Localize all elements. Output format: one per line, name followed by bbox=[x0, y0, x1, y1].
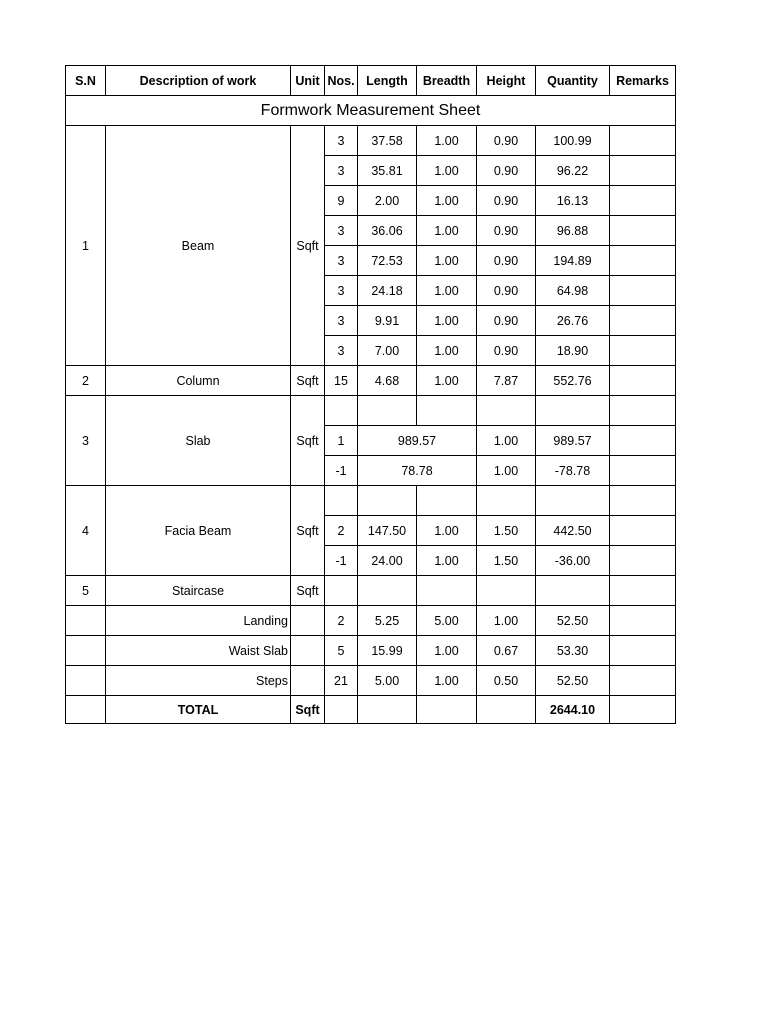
total-remarks bbox=[610, 696, 676, 724]
quantity-cell: 989.57 bbox=[536, 426, 610, 456]
total-length bbox=[358, 696, 417, 724]
total-label: TOTAL bbox=[106, 696, 291, 724]
length-cell: 72.53 bbox=[358, 246, 417, 276]
height-cell: 1.50 bbox=[477, 546, 536, 576]
sn-cell: 5 bbox=[66, 576, 106, 606]
height-cell: 7.87 bbox=[477, 366, 536, 396]
nos-cell: 3 bbox=[325, 156, 358, 186]
quantity-cell bbox=[536, 486, 610, 516]
unit-cell: Sqft bbox=[291, 366, 325, 396]
remarks-cell bbox=[610, 636, 676, 666]
length-cell: 5.00 bbox=[358, 666, 417, 696]
breadth-cell: 1.00 bbox=[417, 666, 477, 696]
sheet-title: Formwork Measurement Sheet bbox=[66, 96, 676, 126]
measurement-table bbox=[65, 65, 676, 724]
breadth-cell: 1.00 bbox=[417, 636, 477, 666]
length-cell: 5.25 bbox=[358, 606, 417, 636]
description-cell: Slab bbox=[106, 396, 291, 486]
header-quantity: Quantity bbox=[536, 66, 610, 96]
description-cell: Waist Slab bbox=[106, 636, 291, 666]
nos-cell: 3 bbox=[325, 216, 358, 246]
header-length: Length bbox=[358, 66, 417, 96]
quantity-cell bbox=[536, 396, 610, 426]
total-nos bbox=[325, 696, 358, 724]
breadth-cell bbox=[417, 576, 477, 606]
quantity-cell: -78.78 bbox=[536, 456, 610, 486]
description-cell: Steps bbox=[106, 666, 291, 696]
quantity-cell bbox=[536, 576, 610, 606]
length-cell: 36.06 bbox=[358, 216, 417, 246]
nos-cell: 5 bbox=[325, 636, 358, 666]
length-cell: 35.81 bbox=[358, 156, 417, 186]
total-sn bbox=[66, 696, 106, 724]
table-row bbox=[66, 666, 676, 696]
height-cell: 0.67 bbox=[477, 636, 536, 666]
nos-cell bbox=[325, 576, 358, 606]
header-sn: S.N bbox=[66, 66, 106, 96]
nos-cell bbox=[325, 396, 358, 426]
breadth-cell bbox=[417, 396, 477, 426]
height-cell: 0.90 bbox=[477, 186, 536, 216]
length-cell: 4.68 bbox=[358, 366, 417, 396]
unit-cell bbox=[291, 666, 325, 696]
sn-cell: 1 bbox=[66, 126, 106, 366]
remarks-cell bbox=[610, 486, 676, 516]
quantity-cell: 442.50 bbox=[536, 516, 610, 546]
remarks-cell bbox=[610, 396, 676, 426]
length-cell: 7.00 bbox=[358, 336, 417, 366]
quantity-cell: -36.00 bbox=[536, 546, 610, 576]
length-cell bbox=[358, 576, 417, 606]
remarks-cell bbox=[610, 606, 676, 636]
nos-cell: 9 bbox=[325, 186, 358, 216]
header-height: Height bbox=[477, 66, 536, 96]
length-cell bbox=[358, 396, 417, 426]
height-cell: 0.90 bbox=[477, 216, 536, 246]
length-cell: 15.99 bbox=[358, 636, 417, 666]
length-cell: 9.91 bbox=[358, 306, 417, 336]
table-row bbox=[66, 126, 676, 156]
title-row bbox=[66, 96, 676, 126]
unit-cell: Sqft bbox=[291, 486, 325, 576]
unit-cell: Sqft bbox=[291, 576, 325, 606]
sn-cell: 2 bbox=[66, 366, 106, 396]
unit-cell: Sqft bbox=[291, 126, 325, 366]
total-row bbox=[66, 696, 676, 724]
remarks-cell bbox=[610, 546, 676, 576]
quantity-cell: 194.89 bbox=[536, 246, 610, 276]
height-cell bbox=[477, 576, 536, 606]
header-row bbox=[66, 66, 676, 96]
quantity-cell: 16.13 bbox=[536, 186, 610, 216]
remarks-cell bbox=[610, 516, 676, 546]
table-row bbox=[66, 366, 676, 396]
height-cell: 0.90 bbox=[477, 306, 536, 336]
quantity-cell: 52.50 bbox=[536, 666, 610, 696]
sn-cell bbox=[66, 666, 106, 696]
remarks-cell bbox=[610, 576, 676, 606]
remarks-cell bbox=[610, 276, 676, 306]
area-cell: 989.57 bbox=[358, 426, 477, 456]
nos-cell: -1 bbox=[325, 546, 358, 576]
remarks-cell bbox=[610, 246, 676, 276]
quantity-cell: 26.76 bbox=[536, 306, 610, 336]
table-row bbox=[66, 396, 676, 426]
total-height bbox=[477, 696, 536, 724]
height-cell: 0.90 bbox=[477, 276, 536, 306]
breadth-cell: 1.00 bbox=[417, 306, 477, 336]
breadth-cell: 1.00 bbox=[417, 516, 477, 546]
nos-cell bbox=[325, 486, 358, 516]
nos-cell: -1 bbox=[325, 456, 358, 486]
breadth-cell bbox=[417, 486, 477, 516]
total-breadth bbox=[417, 696, 477, 724]
height-cell: 1.00 bbox=[477, 606, 536, 636]
length-cell: 2.00 bbox=[358, 186, 417, 216]
remarks-cell bbox=[610, 156, 676, 186]
height-cell: 0.90 bbox=[477, 156, 536, 186]
quantity-cell: 96.22 bbox=[536, 156, 610, 186]
breadth-cell: 1.00 bbox=[417, 276, 477, 306]
header-nos: Nos. bbox=[325, 66, 358, 96]
remarks-cell bbox=[610, 306, 676, 336]
breadth-cell: 1.00 bbox=[417, 156, 477, 186]
total-unit: Sqft bbox=[291, 696, 325, 724]
remarks-cell bbox=[610, 126, 676, 156]
sn-cell bbox=[66, 606, 106, 636]
height-cell: 0.90 bbox=[477, 246, 536, 276]
nos-cell: 21 bbox=[325, 666, 358, 696]
remarks-cell bbox=[610, 336, 676, 366]
quantity-cell: 53.30 bbox=[536, 636, 610, 666]
breadth-cell: 1.00 bbox=[417, 546, 477, 576]
table-row bbox=[66, 576, 676, 606]
remarks-cell bbox=[610, 456, 676, 486]
remarks-cell bbox=[610, 186, 676, 216]
nos-cell: 15 bbox=[325, 366, 358, 396]
breadth-cell: 1.00 bbox=[417, 366, 477, 396]
height-cell: 1.50 bbox=[477, 516, 536, 546]
length-cell: 37.58 bbox=[358, 126, 417, 156]
height-cell: 0.50 bbox=[477, 666, 536, 696]
quantity-cell: 52.50 bbox=[536, 606, 610, 636]
sn-cell bbox=[66, 636, 106, 666]
total-quantity: 2644.10 bbox=[536, 696, 610, 724]
breadth-cell: 5.00 bbox=[417, 606, 477, 636]
breadth-cell: 1.00 bbox=[417, 126, 477, 156]
nos-cell: 3 bbox=[325, 246, 358, 276]
height-cell: 1.00 bbox=[477, 456, 536, 486]
nos-cell: 3 bbox=[325, 306, 358, 336]
unit-cell: Sqft bbox=[291, 396, 325, 486]
header-description: Description of work bbox=[106, 66, 291, 96]
area-cell: 78.78 bbox=[358, 456, 477, 486]
quantity-cell: 100.99 bbox=[536, 126, 610, 156]
breadth-cell: 1.00 bbox=[417, 186, 477, 216]
description-cell: Column bbox=[106, 366, 291, 396]
table-row bbox=[66, 486, 676, 516]
header-unit: Unit bbox=[291, 66, 325, 96]
height-cell: 1.00 bbox=[477, 426, 536, 456]
nos-cell: 2 bbox=[325, 606, 358, 636]
description-cell: Facia Beam bbox=[106, 486, 291, 576]
sn-cell: 3 bbox=[66, 396, 106, 486]
length-cell: 147.50 bbox=[358, 516, 417, 546]
table-row bbox=[66, 636, 676, 666]
quantity-cell: 96.88 bbox=[536, 216, 610, 246]
quantity-cell: 552.76 bbox=[536, 366, 610, 396]
breadth-cell: 1.00 bbox=[417, 336, 477, 366]
height-cell bbox=[477, 396, 536, 426]
nos-cell: 3 bbox=[325, 276, 358, 306]
breadth-cell: 1.00 bbox=[417, 246, 477, 276]
breadth-cell: 1.00 bbox=[417, 216, 477, 246]
length-cell: 24.18 bbox=[358, 276, 417, 306]
header-breadth: Breadth bbox=[417, 66, 477, 96]
remarks-cell bbox=[610, 666, 676, 696]
unit-cell bbox=[291, 606, 325, 636]
nos-cell: 2 bbox=[325, 516, 358, 546]
height-cell: 0.90 bbox=[477, 126, 536, 156]
table-row bbox=[66, 606, 676, 636]
description-cell: Landing bbox=[106, 606, 291, 636]
length-cell: 24.00 bbox=[358, 546, 417, 576]
description-cell: Staircase bbox=[106, 576, 291, 606]
nos-cell: 1 bbox=[325, 426, 358, 456]
remarks-cell bbox=[610, 426, 676, 456]
header-remarks: Remarks bbox=[610, 66, 676, 96]
height-cell bbox=[477, 486, 536, 516]
quantity-cell: 64.98 bbox=[536, 276, 610, 306]
remarks-cell bbox=[610, 216, 676, 246]
quantity-cell: 18.90 bbox=[536, 336, 610, 366]
height-cell: 0.90 bbox=[477, 336, 536, 366]
description-cell: Beam bbox=[106, 126, 291, 366]
sn-cell: 4 bbox=[66, 486, 106, 576]
nos-cell: 3 bbox=[325, 336, 358, 366]
remarks-cell bbox=[610, 366, 676, 396]
unit-cell bbox=[291, 636, 325, 666]
length-cell bbox=[358, 486, 417, 516]
nos-cell: 3 bbox=[325, 126, 358, 156]
